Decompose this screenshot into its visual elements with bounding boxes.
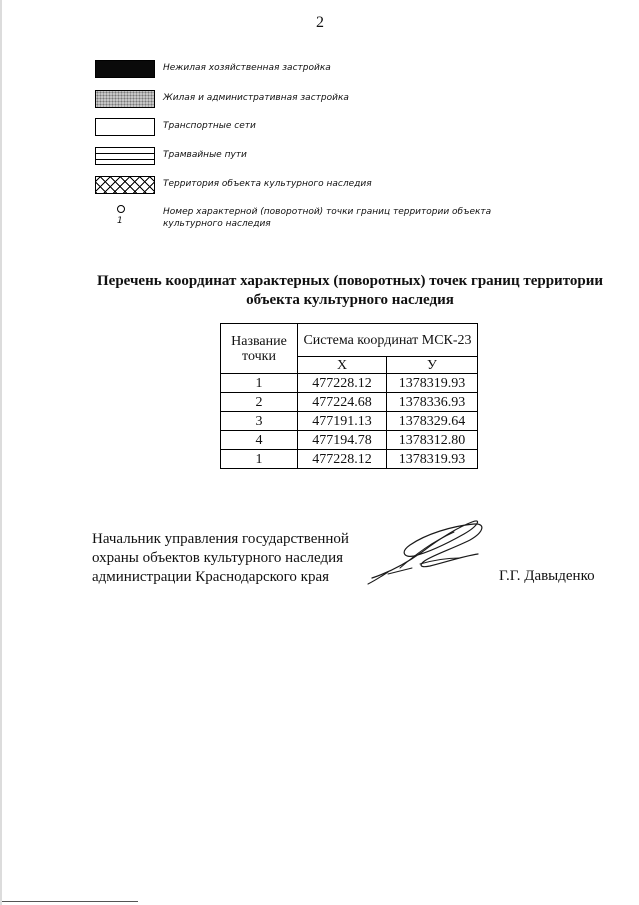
legend-label: Нежилая хозяйственная застройка <box>163 63 331 73</box>
page-left-edge <box>0 0 2 905</box>
table-row <box>221 450 478 469</box>
col-header-y: У <box>387 357 478 374</box>
legend-swatch-transport <box>95 118 155 136</box>
footer-rule <box>2 901 138 902</box>
point-x: 477224.68 <box>298 393 387 412</box>
point-name: 3 <box>221 412 298 431</box>
signatory-title <box>92 530 349 587</box>
legend-label: Трамвайные пути <box>163 150 247 160</box>
point-name: 1 <box>221 450 298 469</box>
point-x: 477194.78 <box>298 431 387 450</box>
point-name: 2 <box>221 393 298 412</box>
col-header-x: X <box>298 357 387 374</box>
page-number: 2 <box>316 14 324 31</box>
table-row <box>221 412 478 431</box>
legend-label: Номер характерной (поворотной) точки границ территории объекта культурного наследия <box>163 207 492 229</box>
legend-swatch-heritage-territory <box>95 176 155 194</box>
point-y: 1378336.93 <box>387 393 478 412</box>
legend-swatch-nonresidential <box>95 60 155 78</box>
legend-swatch-residential <box>95 90 155 108</box>
handwritten-signature <box>360 510 500 590</box>
point-name: 4 <box>221 431 298 450</box>
point-y: 1378312.80 <box>387 431 478 450</box>
col-header-system: Система координат МСК-23 <box>298 324 478 357</box>
table-row <box>221 431 478 450</box>
legend-label: Транспортные сети <box>163 121 256 131</box>
signatory-name: Г.Г. Давыденко <box>499 568 595 584</box>
col-header-name: Название точки <box>221 324 298 374</box>
point-y: 1378329.64 <box>387 412 478 431</box>
table-row <box>221 374 478 393</box>
coordinates-heading: Перечень координат характерных (поворотных) точек границ территории объекта культурного наследия <box>97 273 603 308</box>
point-y: 1378319.93 <box>387 450 478 469</box>
point-name: 1 <box>221 374 298 393</box>
legend-swatch-tram <box>95 147 155 165</box>
table-row <box>221 393 478 412</box>
point-marker-icon: 1 <box>117 205 126 226</box>
signatory-title-line: администрации Краснодарского края <box>92 569 330 585</box>
coordinates-table <box>220 323 478 469</box>
point-x: 477228.12 <box>298 374 387 393</box>
point-y: 1378319.93 <box>387 374 478 393</box>
signatory-title-line: Начальник управления государственной <box>92 531 349 547</box>
legend-label: Территория объекта культурного наследия <box>163 179 372 189</box>
legend-label: Жилая и административная застройка <box>163 93 349 103</box>
point-x: 477228.12 <box>298 450 387 469</box>
signatory-title-line: охраны объектов культурного наследия <box>92 550 344 566</box>
point-x: 477191.13 <box>298 412 387 431</box>
